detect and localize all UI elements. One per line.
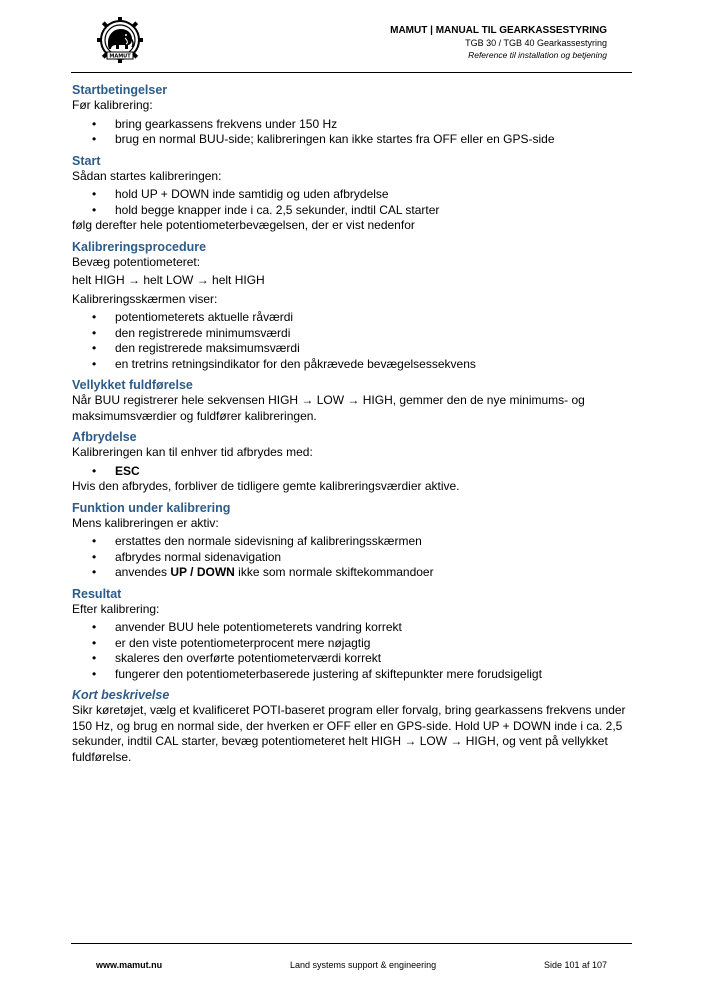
- procedure-intro: Bevæg potentiometeret:: [72, 254, 201, 269]
- start-list: [72, 187, 634, 218]
- list-item: • erstattes den normale sidevisning af kalibreringsskærmen: [72, 534, 634, 550]
- list-item: • bring gearkassens frekvens under 150 Hz: [72, 117, 634, 133]
- footer-tagline: Land systems support & engineering: [290, 960, 437, 970]
- list-item: • er den viste potentiometerprocent mere nøjagtig: [72, 636, 634, 652]
- footer-divider: [71, 943, 632, 944]
- function-item3-post: ikke som normale skiftekommandoer: [234, 565, 434, 579]
- list-item: • den registrerede maksimumsværdi: [72, 341, 634, 357]
- abort-list: [72, 464, 634, 480]
- heading-procedure: Kalibreringsprocedure: [72, 239, 207, 254]
- start-after: følg derefter hele potentiometerbevægelsen, der er vist nedenfor: [72, 218, 415, 232]
- function-intro: Mens kalibreringen er aktiv:: [72, 515, 219, 530]
- start-conditions-list: [72, 117, 634, 148]
- logo-text: MAMUT: [109, 53, 131, 60]
- footer-page-number: Side 101 af 107: [544, 960, 608, 970]
- success-text: Når BUU registrerer hele sekvensen HIGH → LOW → HIGH, gemmer den de nye minimums- og maksimumsværdier og fuldfører kalibreringen.: [72, 393, 585, 423]
- mamut-logo-icon: [95, 16, 145, 64]
- summary-text: Sikr køretøjet, vælg et kvalificeret POTI-baseret program eller forvalg, bring gearkassens frekvens under 150 Hz, og brug en normal side, der hverken er OFF eller en GPS-side. Hold UP + DOWN inde i ca. 2,5 sekunder, indtil CAL starter, bevæg potentiometeret helt HIGH → LOW → HIGH, og vent på vellykket fuldførelse.: [72, 703, 626, 764]
- heading-success: Vellykket fuldførelse: [72, 378, 193, 392]
- list-item: • hold UP + DOWN inde samtidig og uden afbrydelse: [72, 187, 634, 203]
- esc-key-label: ESC: [115, 463, 140, 478]
- footer-website: www.mamut.nu: [96, 960, 163, 970]
- heading-abort: Afbrydelse: [72, 430, 137, 444]
- heading-start: Start: [72, 153, 101, 168]
- list-item: • potentiometerets aktuelle råværdi: [72, 310, 634, 326]
- procedure-list: [72, 310, 634, 372]
- list-item: • den registrerede minimumsværdi: [72, 326, 634, 342]
- result-list: [72, 620, 634, 682]
- header-reference: Reference til installation og betjening: [468, 50, 607, 60]
- list-item: • hold begge knapper inde i ca. 2,5 sekunder, indtil CAL starter: [72, 203, 634, 219]
- header-text: [390, 25, 607, 61]
- heading-result: Resultat: [72, 586, 122, 601]
- list-item: • en tretrins retningsindikator for den påkrævede bevægelsessekvens: [72, 357, 634, 373]
- list-item: • fungerer den potentiometerbaserede justering af skiftepunkter mere forudsigeligt: [72, 667, 634, 683]
- procedure-screen-intro: Kalibreringsskærmen viser:: [72, 291, 218, 306]
- header-divider: [71, 72, 632, 73]
- start-conditions-intro: Før kalibrering:: [72, 98, 153, 112]
- list-item: • afbrydes normal sidenavigation: [72, 550, 634, 566]
- result-intro: Efter kalibrering:: [72, 601, 160, 616]
- list-item: • brug en normal BUU-side; kalibreringen kan ikke startes fra OFF eller en GPS-side: [72, 132, 634, 148]
- page-content: [72, 82, 634, 765]
- list-item: [72, 565, 634, 581]
- header-title: MAMUT | MANUAL TIL GEARKASSESTYRING: [390, 25, 607, 36]
- procedure-sequence: helt HIGH → helt LOW → helt HIGH: [72, 273, 265, 287]
- heading-start-conditions: Startbetingelser: [72, 83, 168, 97]
- abort-intro: Kalibreringen kan til enhver tid afbrydes med:: [72, 445, 313, 459]
- heading-function: Funktion under kalibrering: [72, 500, 231, 515]
- function-item3-pre: anvendes: [115, 565, 171, 579]
- header-subtitle: TGB 30 / TGB 40 Gearkassestyring: [465, 38, 607, 48]
- function-list: [72, 534, 634, 581]
- list-item: [72, 464, 634, 480]
- heading-summary: Kort beskrivelse: [72, 688, 170, 702]
- start-intro: Sådan startes kalibreringen:: [72, 168, 222, 183]
- page-header: [71, 16, 632, 73]
- list-item: • anvender BUU hele potentiometerets vandring korrekt: [72, 620, 634, 636]
- list-item: • skaleres den overførte potentiometerværdi korrekt: [72, 651, 634, 667]
- abort-after: Hvis den afbrydes, forbliver de tidligere gemte kalibreringsværdier aktive.: [72, 479, 460, 493]
- function-item3-bold: UP / DOWN: [170, 565, 235, 579]
